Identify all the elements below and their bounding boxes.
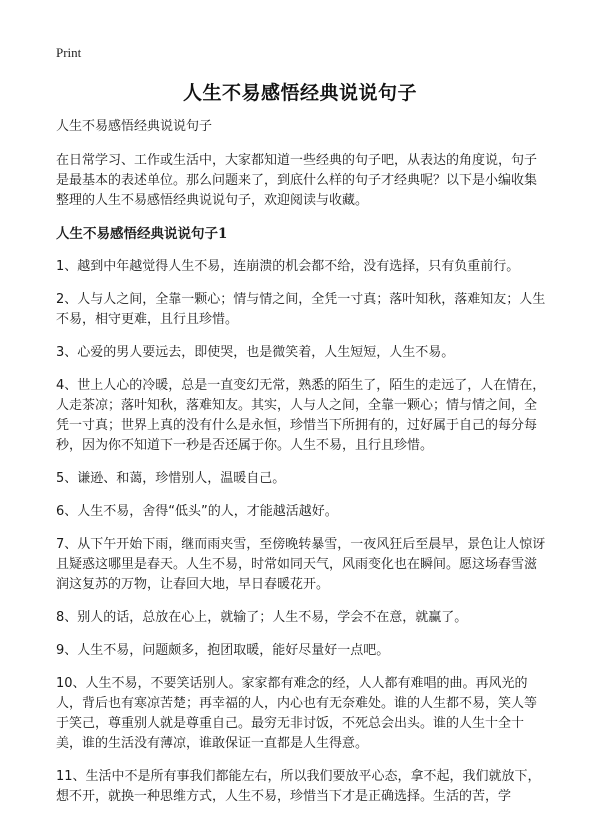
article-body: [56, 117, 548, 820]
print-link[interactable]: Print: [56, 45, 82, 60]
list-item: 7、从下午开始下雨，继而雨夹雪，至傍晚转暴雪，一夜风狂后至晨早，景色让人惊讶且疑惑这哪里是春天。人生不易，时常如同天气，风雨变化也在瞬间。愿这场春雪滋润这复苏的万物，让春回大地，早日春暖花开。: [56, 537, 546, 592]
section-heading: 人生不易感悟经典说说句子1: [56, 226, 228, 242]
list-item: 9、人生不易，问题颇多，抱团取暖，能好尽量好一点吧。: [56, 643, 390, 658]
list-item: 5、谦逊、和蔼，珍惜别人，温暖自己。: [56, 471, 286, 486]
list-item: 3、心爱的男人要远去，即使哭，也是微笑着，人生短短，人生不易。: [56, 345, 455, 360]
list-item: 6、人生不易，舍得“低头”的人，才能越活越好。: [56, 504, 338, 519]
list-item: 2、人与人之间，全靠一颗心；情与情之间，全凭一寸真；落叶知秋，落难知友；人生不易，相守更难，且行且珍惜。: [56, 292, 546, 327]
list-item: 8、别人的话，总放在心上，就输了；人生不易，学会不在意，就赢了。: [56, 610, 468, 625]
article-subtitle: 人生不易感悟经典说说句子: [56, 119, 213, 134]
intro-paragraph: 在日常学习、工作或生活中，大家都知道一些经典的句子吧，从表达的角度说，句子是最基本的表述单位。那么问题来了，到底什么样的句子才经典呢？以下是小编收集整理的人生不易感悟经典说说句子，欢迎阅读与收藏。: [56, 153, 538, 208]
page-title: 人生不易感悟经典说说句子: [182, 82, 417, 104]
list-item: 4、世上人心的冷暖，总是一直变幻无常，熟悉的陌生了，陌生的走远了，人在情在，人走茶凉；落叶知秋，落难知友。其实，人与人之间，全靠一颗心；情与情之间，全凭一寸真；世界上真的没有什么是永恒，珍惜当下所拥有的，过好属于自己的每分每秒，因为你不知道下一秒是否还属于你。人生不易，且行且珍惜。: [56, 378, 546, 453]
list-item: 10、人生不易，不要笑话别人。家家都有难念的经，人人都有难唱的曲。再风光的人，背后也有寒凉苦楚；再幸福的人，内心也有无奈难处。谁的人生都不易，笑人等于笑己，尊重别人就是尊重自己。最穷无非讨饭，不死总会出头。谁的人生十全十美，谁的生活没有薄凉，谁敢保证一直都是人生得意。: [56, 676, 538, 751]
list-item: 1、越到中年越觉得人生不易，连崩溃的机会都不给，没有选择，只有负重前行。: [56, 259, 520, 274]
list-item: 11、生活中不是所有事我们都能左右，所以我们要放平心态，拿不起，我们就放下，想不开，就换一种思维方式，人生不易，珍惜当下才是正确选择。生活的苦，学: [56, 769, 541, 804]
